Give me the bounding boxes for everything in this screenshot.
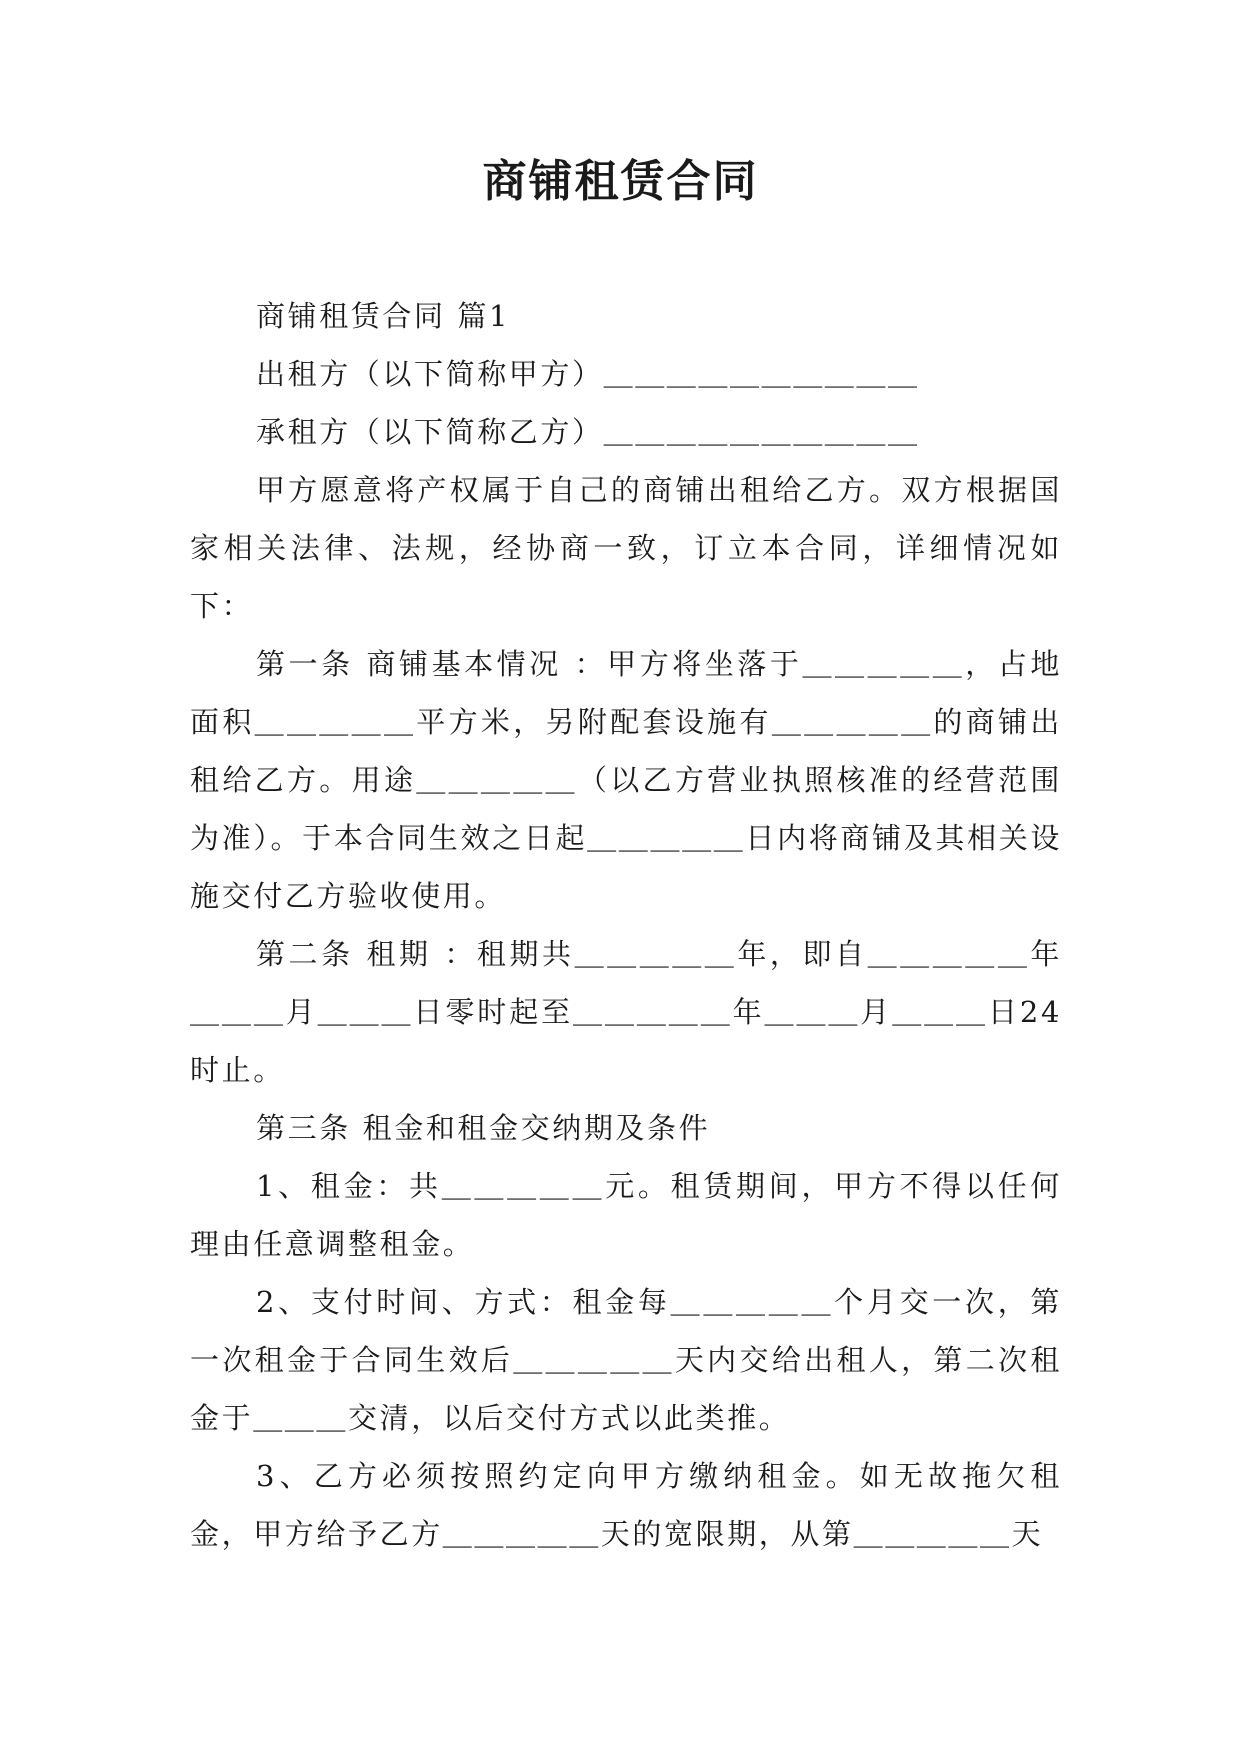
article-3-heading: 第三条 租金和租金交纳期及条件 [256, 1111, 711, 1145]
clause-payment: 2、支付时间、方式：租金每＿＿＿＿＿个月交一次，第一次租金于合同生效后＿＿＿＿＿天内交给出租人，第二次租金于＿＿＿交清，以后交付方式以此类推。 [190, 1285, 1062, 1435]
section-heading: 商铺租赁合同 篇1 [256, 299, 511, 333]
lessee-line: 承租方（以下简称乙方）＿＿＿＿＿＿＿＿＿＿ [256, 415, 920, 449]
article-1-paragraph: 第一条 商铺基本情况 ：甲方将坐落于＿＿＿＿＿，占地面积＿＿＿＿＿平方米，另附配套设施有＿＿＿＿＿的商铺出租给乙方。用途＿＿＿＿＿（以乙方营业执照核准的经营范围为准）。于本合同生效之日起＿＿＿＿＿日内将商铺及其相关设施交付乙方验收使用。 [190, 647, 1062, 913]
document-body [190, 287, 1062, 1563]
intro-paragraph: 甲方愿意将产权属于自己的商铺出租给乙方。双方根据国家相关法律、法规，经协商一致，订立本合同，详细情况如下： [190, 473, 1062, 623]
document-title: 商铺租赁合同 [482, 156, 759, 207]
clause-rent: 1、租金：共＿＿＿＿＿元。租赁期间，甲方不得以任何理由任意调整租金。 [190, 1169, 1062, 1261]
article-2-paragraph: 第二条 租期 ：租期共＿＿＿＿＿年，即自＿＿＿＿＿年＿＿＿月＿＿＿日零时起至＿＿＿＿＿年＿＿＿月＿＿＿日24时止。 [190, 937, 1062, 1087]
lessor-line: 出租方（以下简称甲方）＿＿＿＿＿＿＿＿＿＿ [256, 357, 920, 391]
clause-arrears: 3、乙方必须按照约定向甲方缴纳租金。如无故拖欠租金，甲方给予乙方＿＿＿＿＿天的宽限期，从第＿＿＿＿＿天 [190, 1459, 1062, 1551]
